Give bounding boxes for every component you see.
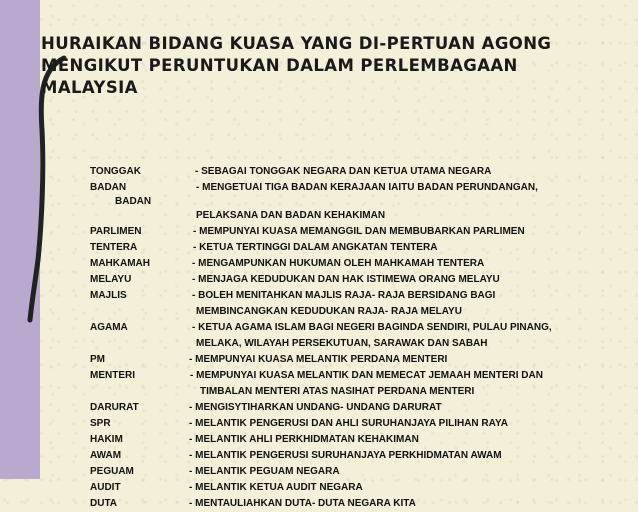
list-item bbox=[90, 354, 630, 368]
list-item bbox=[90, 386, 630, 400]
list-item-description: TIMBALAN MENTERI ATAS NASIHAT PERDANA MENTERI bbox=[200, 386, 475, 397]
list-item-term: MAJLIS bbox=[90, 290, 127, 301]
list-item-description: - SEBAGAI TONGGAK NEGARA DAN KETUA UTAMA NEGARA bbox=[195, 166, 492, 177]
list-item bbox=[90, 482, 630, 496]
list-item-description: - MELANTIK KETUA AUDIT NEGARA bbox=[189, 482, 363, 493]
list-item bbox=[90, 498, 630, 512]
list-item-description: - MEMPUNYAI KUASA MELANTIK DAN MEMECAT JEMAAH MENTERI DAN bbox=[190, 370, 543, 381]
list-item-term: DUTA bbox=[90, 498, 118, 509]
list-item-description: - MEMPUNYAI KUASA MELANTIK PERDANA MENTERI bbox=[189, 354, 448, 365]
list-item-description: - MEMPUNYAI KUASA MEMANGGIL DAN MEMBUBARKAN PARLIMEN bbox=[193, 226, 525, 237]
list-item-term: MENTERI bbox=[90, 370, 135, 381]
list-item-term: BADAN bbox=[90, 182, 127, 193]
list-item-description: - MENGETUAI TIGA BADAN KERAJAAN IAITU BADAN PERUNDANGAN, bbox=[196, 182, 538, 193]
list-item-term: AGAMA bbox=[90, 322, 128, 333]
list-item-term: PM bbox=[90, 354, 105, 365]
list-item-term: HAKIM bbox=[90, 434, 123, 445]
list-item bbox=[90, 242, 630, 256]
list-item-description: - BOLEH MENITAHKAN MAJLIS RAJA- RAJA BERSIDANG BAGI bbox=[192, 290, 496, 301]
list-item bbox=[90, 466, 630, 480]
list-item-term: TONGGAK bbox=[90, 166, 141, 177]
list-item-description: - MENGAMPUNKAN HUKUMAN OLEH MAHKAMAH TENTERA bbox=[192, 258, 485, 269]
list-item-description: - MELANTIK PEGUAM NEGARA bbox=[189, 466, 340, 477]
list-item bbox=[90, 418, 630, 432]
list-item bbox=[90, 210, 630, 224]
list-item bbox=[90, 182, 630, 196]
list-item-description: - MELANTIK PENGERUSI SURUHANJAYA PERKHIDMATAN AWAM bbox=[189, 450, 502, 461]
list-item bbox=[90, 370, 630, 384]
list-item-term: AWAM bbox=[90, 450, 122, 461]
list-item bbox=[90, 274, 630, 288]
list-item-description: - KETUA TERTINGGI DALAM ANGKATAN TENTERA bbox=[193, 242, 438, 253]
list-item-term: DARURAT bbox=[90, 402, 139, 413]
list-item-term: MELAYU bbox=[90, 274, 132, 285]
title-line: MALAYSIA bbox=[41, 78, 138, 97]
list-item bbox=[90, 226, 630, 240]
list-item-term: MAHKAMAH bbox=[90, 258, 150, 269]
list-item-term: BADAN bbox=[115, 196, 152, 207]
list-item-description: - MENTAULIAHKAN DUTA- DUTA NEGARA KITA bbox=[189, 498, 416, 509]
list-item-description: - MELANTIK AHLI PERKHIDMATAN KEHAKIMAN bbox=[189, 434, 419, 445]
list-item-description: - MENGISYTIHARKAN UNDANG- UNDANG DARURAT bbox=[189, 402, 442, 413]
list-item bbox=[90, 290, 630, 304]
list-item bbox=[90, 196, 630, 210]
list-item-description: - MELANTIK PENGERUSI DAN AHLI SURUHANJAYA PILIHAN RAYA bbox=[189, 418, 508, 429]
list-item-term: AUDIT bbox=[90, 482, 121, 493]
title-line: MENGIKUT PERUNTUKAN DALAM PERLEMBAGAAN bbox=[41, 56, 518, 75]
list-item-description: PELAKSANA DAN BADAN KEHAKIMAN bbox=[196, 210, 386, 221]
list-item bbox=[90, 258, 630, 272]
list-item bbox=[90, 434, 630, 448]
slide-title bbox=[41, 33, 621, 99]
list-item bbox=[90, 402, 630, 416]
list-item-description: MELAKA, WILAYAH PERSEKUTUAN, SARAWAK DAN SABAH bbox=[196, 338, 488, 349]
list-item-term: PEGUAM bbox=[90, 466, 134, 477]
list-item bbox=[90, 306, 630, 320]
list-item bbox=[90, 166, 630, 180]
list-item bbox=[90, 338, 630, 352]
list-item-term: SPR bbox=[90, 418, 111, 429]
list-item-term: PARLIMEN bbox=[90, 226, 142, 237]
title-line: HURAIKAN BIDANG KUASA YANG DI-PERTUAN AGONG bbox=[41, 34, 552, 53]
list-item-description: - KETUA AGAMA ISLAM BAGI NEGERI BAGINDA SENDIRI, PULAU PINANG, bbox=[192, 322, 552, 333]
list-item-term: TENTERA bbox=[90, 242, 138, 253]
list-item-description: MEMBINCANGKAN KEDUDUKAN RAJA- RAJA MELAYU bbox=[196, 306, 462, 317]
list-item bbox=[90, 322, 630, 336]
list-item bbox=[90, 450, 630, 464]
list-item-description: - MENJAGA KEDUDUKAN DAN HAK ISTIMEWA ORANG MELAYU bbox=[192, 274, 500, 285]
